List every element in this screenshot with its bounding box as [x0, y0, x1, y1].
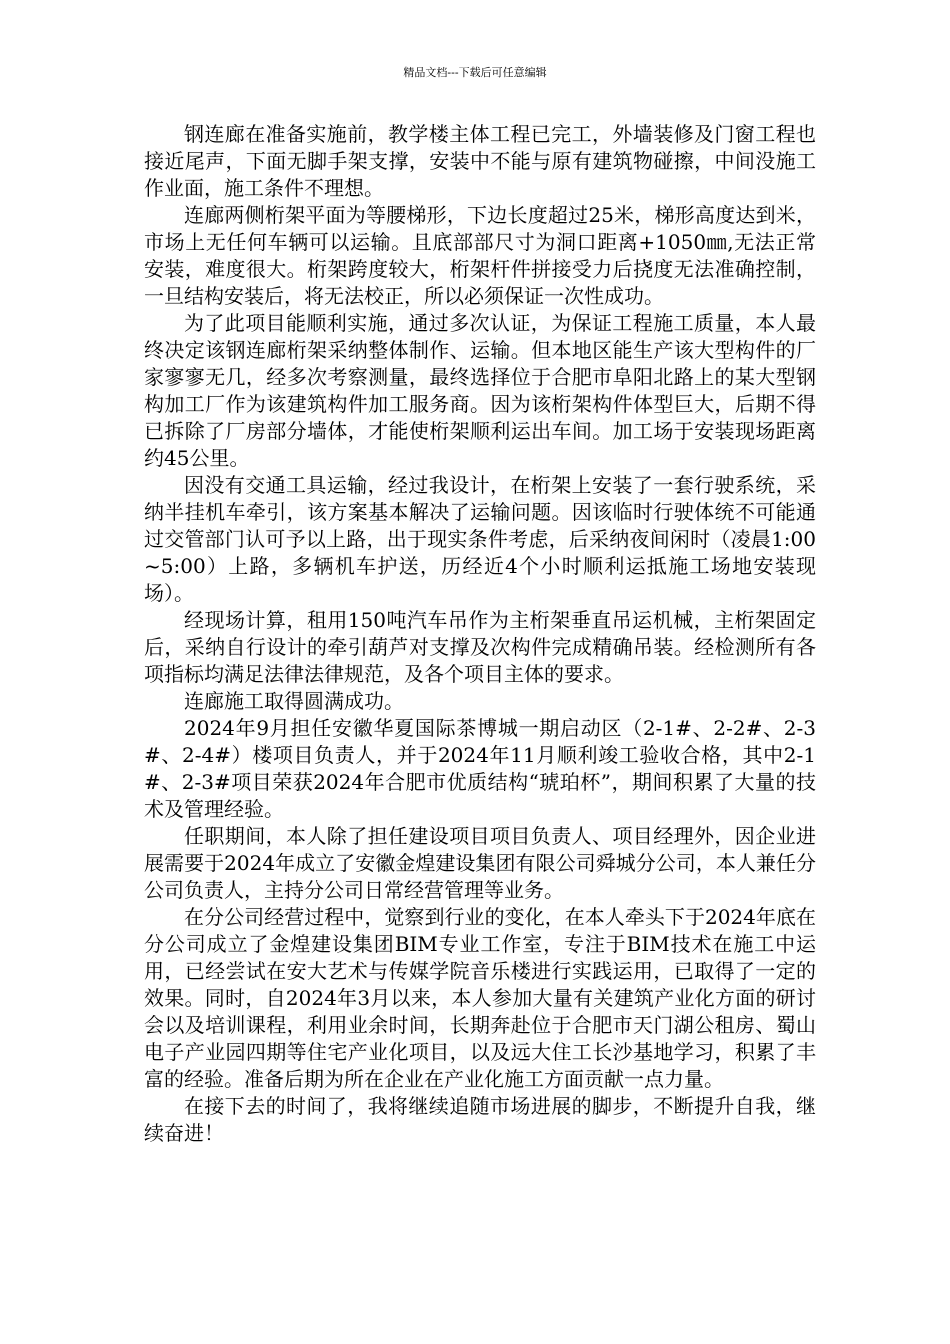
paragraph-7: 2024年9月担任安徽华夏国际茶博城一期启动区（2-1#、2-2#、2-3#、2-4#）楼项目负责人，并于2024年11月顺利竣工验收合格，其中2-1#、2-3#项目荣获2024年合肥市优质结构“琥珀杯”，期间积累了大量的技术及管理经验。: [144, 716, 816, 821]
document-body: [144, 121, 816, 1147]
paragraph-1: 钢连廊在准备实施前，教学楼主体工程已完工，外墙装修及门窗工程也接近尾声，下面无脚手架支撑，安装中不能与原有建筑物碰擦，中间没施工作业面，施工条件不理想。: [144, 122, 816, 200]
paragraph-4: 因没有交通工具运输，经过我设计，在桁架上安装了一套行驶系统，采纳半挂机车牵引，该方案基本解决了运输问题。因该临时行驶体统不可能通过交管部门认可予以上路，出于现实条件考虑，后采纳夜间闲时（凌晨1:00~5:00）上路，多辆机车护送，历经近4个小时顺利运抵施工场地安装现场）。: [144, 473, 816, 605]
paragraph-9: 在分公司经营过程中，觉察到行业的变化，在本人牵头下于2024年底在分公司成立了金煌建设集团BIM专业工作室，专注于BIM技术在施工中运用，已经尝试在安大艺术与传媒学院音乐楼进行实践运用，已取得了一定的效果。同时，自2024年3月以来，本人参加大量有关建筑产业化方面的研讨会以及培训课程，利用业余时间，长期奔赴位于合肥市天门湖公租房、蜀山电子产业园四期等住宅产业化项目，以及远大住工长沙基地学习，积累了丰富的经验。准备后期为所在企业在产业化施工方面贡献一点力量。: [144, 905, 816, 1091]
paragraph-2: 连廊两侧桁架平面为等腰梯形，下边长度超过25米，梯形高度达到米，市场上无任何车辆可以运输。且底部部尺寸为洞口距离+1050㎜,无法正常安装，难度很大。桁架跨度较大，桁架杆件拼接受力后挠度无法准确控制，一旦结构安装后，将无法校正，所以必须保证一次性成功。: [144, 203, 816, 308]
paragraph-10: 在接下去的时间了，我将继续追随市场进展的脚步，不断提升自我，继续奋进！: [144, 1094, 816, 1145]
paragraph-3: 为了此项目能顺利实施，通过多次认证，为保证工程施工质量，本人最终决定该钢连廊桁架采纳整体制作、运输。但本地区能生产该大型构件的厂家寥寥无几，经多次考察测量，最终选择位于合肥市阜阳北路上的某大型钢构加工厂作为该建筑构件加工服务商。因为该桁架构件体型巨大，后期不得已拆除了厂房部分墙体，才能使桁架顺利运出车间。加工场于安装现场距离约45公里。: [144, 311, 816, 470]
paragraph-6: 连廊施工取得圆满成功。: [184, 689, 404, 713]
page-header: 精品文档---下载后可任意编辑: [403, 66, 547, 79]
paragraph-5: 经现场计算，租用150吨汽车吊作为主桁架垂直吊运机械，主桁架固定后，采纳自行设计的牵引葫芦对支撑及次构件完成精确吊装。经检测所有各项指标均满足法律法律规范，及各个项目主体的要求。: [144, 608, 816, 686]
paragraph-8: 任职期间，本人除了担任建设项目项目负责人、项目经理外，因企业进展需要于2024年成立了安徽金煌建设集团有限公司舜城分公司，本人兼任分公司负责人，主持分公司日常经营管理等业务。: [144, 824, 816, 902]
